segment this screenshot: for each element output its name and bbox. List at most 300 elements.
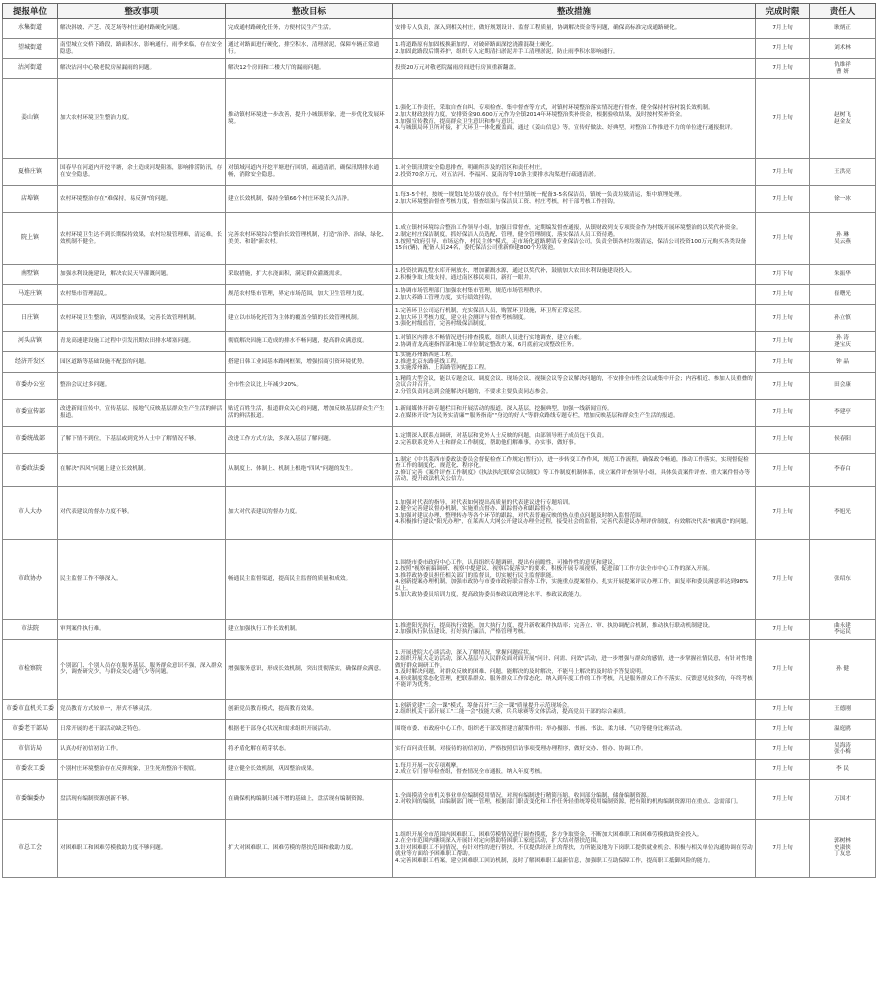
- measures-cell: [393, 453, 756, 486]
- deadline-cell-text: 7月上旬: [772, 844, 793, 851]
- table-row: [3, 285, 876, 305]
- issue-cell-text: 个别部门、个别人员存在服务基层、服务群众意识不强，深入群众少，调查研究少，与群众交心通气少等问题。: [60, 662, 223, 676]
- person-cell: [810, 779, 876, 819]
- goal-cell-text: 建立加强执行工作长效机制。: [228, 625, 301, 632]
- issue-cell: [58, 486, 226, 539]
- issue-cell-text: 对代表建议的督办力度不够。: [60, 509, 133, 516]
- issue-cell: [58, 453, 226, 486]
- issue-cell: [58, 539, 226, 619]
- unit-cell: [3, 759, 58, 779]
- issue-cell: [58, 39, 226, 59]
- person-cell: [810, 213, 876, 265]
- issue-cell-text: 农村环境卫生达不到长期保持效果，农村垃圾管理难，清运难，长效机制不健全。: [60, 231, 223, 245]
- issue-cell: [58, 332, 226, 352]
- unit-cell-text: 南墅镇: [20, 270, 39, 278]
- issue-cell: [58, 79, 226, 159]
- measures-cell-text: 1.推进阳光执行，提高执行效能，加大执行力度，提升新收案件执结率；完善立、审、执协调配合机制，推动执行联动机制建设。 2.加强执行队伍建设，打好执行廉洁，严格管理考核。: [395, 622, 714, 636]
- issue-cell-text: 认真办好初信初访工作。: [60, 745, 122, 752]
- header-person: 责任人: [810, 4, 876, 19]
- goal-cell: [226, 285, 393, 305]
- measures-cell-text: 1.定期深入联系点调研，对基层和党外人士反映的问题，由部领导班子成员包干负责。 2.完善联系党外人士和群众工作制度，帮助他们解难事，办实事，做好事。: [395, 433, 608, 446]
- table-row: [3, 719, 876, 739]
- issue-cell: [58, 59, 226, 79]
- goal-cell: [226, 59, 393, 79]
- issue-cell: [58, 213, 226, 265]
- issue-cell-text: 农村集市管理混乱。: [60, 291, 111, 298]
- unit-cell: [3, 619, 58, 639]
- unit-cell-text: 河头店镇: [17, 337, 42, 345]
- person-cell: [810, 59, 876, 79]
- goal-cell-text: 从制度上、体制上、机制上根绝"四风"问题的发生。: [228, 466, 357, 473]
- unit-cell-text: 市委统战部: [14, 435, 45, 443]
- unit-cell: [3, 453, 58, 486]
- person-cell: [810, 619, 876, 639]
- measures-cell-text: 1.投资扶调乱墅水库开闸放水，增加灌溉水源，通过以奖代补，鼓励加大农田水利设施建设投入。 2.积极争取上级支持，通过南区移民项目，新打一眼井。: [395, 267, 636, 281]
- unit-cell: [3, 739, 58, 759]
- goal-cell: [226, 639, 393, 699]
- unit-cell: [3, 332, 58, 352]
- unit-cell: [3, 285, 58, 305]
- goal-cell: [226, 305, 393, 332]
- table-row: [3, 619, 876, 639]
- deadline-cell: [756, 453, 810, 486]
- goal-cell: [226, 739, 393, 759]
- issue-cell: [58, 699, 226, 719]
- table-row: [3, 399, 876, 426]
- unit-cell-text: 日庄镇: [20, 313, 39, 321]
- deadline-cell-text: 7月上旬: [772, 338, 793, 345]
- measures-cell-text: 1.全面摸清全市机关事业单位编制使用情况，对现有编制进行精简压缩，收回部分编制，储备编制资源。 2.对收回的编制，由编制部门统一管理，根据部门职责变化和工作任务轻重统筹使用编制资源，把有限的机构编制资源用在重点、急需部门。: [395, 792, 742, 806]
- person-cell-text: 孙 涛 逄宝庆: [834, 334, 851, 348]
- unit-cell-text: 市法院: [20, 624, 39, 632]
- header-measures: 整改措施: [393, 4, 756, 19]
- person-cell: [810, 759, 876, 779]
- issue-cell: [58, 19, 226, 39]
- unit-cell-text: 院上镇: [20, 234, 39, 242]
- deadline-cell: [756, 265, 810, 285]
- issue-cell-text: 对困难职工和困难劳模救助力度不够问题。: [60, 844, 167, 851]
- measures-cell-text: 1.每3-5个村，按统一规划1处垃圾存放点，每个村庄镇统一配备3-5名保洁员，镇统一负责垃圾清运，集中填埋处理。 2.加大环境整治督查考核力度，督查结果与保洁员工资、村庄考核，村干部考核工作挂钩。: [395, 192, 686, 205]
- person-cell-text: 王洪亮: [834, 168, 851, 175]
- unit-cell-text: 姜山镇: [20, 114, 39, 122]
- deadline-cell-text: 7月上旬: [772, 745, 793, 752]
- deadline-cell: [756, 352, 810, 373]
- measures-cell-text: 实行首问责任制，对接待的初信初访，严格按照信访事项受理办理程序，做好交办、督办、协调工作。: [395, 745, 647, 752]
- measures-cell: [393, 486, 756, 539]
- unit-cell: [3, 819, 58, 877]
- person-cell-text: 吴海涛 张小梅: [834, 742, 851, 756]
- measures-cell-text: 1.对镇区内排水不畅情况进行排查摸底，组织人员进行实地调查，建立台帐。 2.协调青龙高速指挥部和施工单位制定整改方案，6月底前完成整改任务。: [395, 334, 585, 348]
- unit-cell-text: 市委宣传部: [14, 408, 45, 416]
- measures-cell: [393, 305, 756, 332]
- unit-cell-text: 市委市直机关工委: [5, 704, 54, 712]
- unit-cell: [3, 305, 58, 332]
- goal-cell: [226, 699, 393, 719]
- measures-cell-text: 1.新闻媒体开辟专题栏目和开展活动的报道，深入基层，挖掘典型，加强一线新闻宣传。 2.在媒体开设"为民务实清廉""服务指南""身边的好人"等群众路线专题专栏，增加反映基层和群众生产生活的报道。: [395, 406, 679, 419]
- deadline-cell: [756, 285, 810, 305]
- measures-cell-text: 1.完善环卫公司运行机制，充实保洁人员，购置环卫设施，环卫所正常运营。 2.加大环卫考核力度，建立社会测评与督查考核制度。 3.强化村级监管，完善村级保洁制度。: [395, 308, 585, 328]
- issue-cell: [58, 639, 226, 699]
- deadline-cell: [756, 719, 810, 739]
- goal-cell-text: 改进工作方式方法，多深入基层了解问题。: [228, 436, 335, 443]
- unit-cell-text: 马连庄镇: [17, 290, 42, 298]
- measures-cell: [393, 39, 756, 59]
- person-cell-text: 张绍东: [834, 575, 851, 582]
- table-row: [3, 759, 876, 779]
- goal-cell-text: 规范农村集市管理，界定市场范围，加大卫生管理力度。: [228, 291, 368, 298]
- goal-cell: [226, 719, 393, 739]
- issue-cell-text: 日常开展的老干部活动缺乏特色。: [60, 725, 144, 732]
- person-cell: [810, 539, 876, 619]
- person-cell-text: 钟 晶: [836, 358, 849, 365]
- deadline-cell-text: 7月上旬: [772, 795, 793, 802]
- deadline-cell: [756, 59, 810, 79]
- measures-cell-text: 1.协调市场管理部门加强农村集市管理，规范市场管理秩序。 2.加大养路工管理力度，实行绩效挂钩。: [395, 287, 546, 301]
- table-row: [3, 79, 876, 159]
- unit-cell: [3, 39, 58, 59]
- measures-cell: [393, 779, 756, 819]
- unit-cell: [3, 19, 58, 39]
- deadline-cell: [756, 819, 810, 877]
- table-row: [3, 332, 876, 352]
- table-row: [3, 639, 876, 699]
- goal-cell-text: 贴近百姓生活，报道群众关心的问题，增加反映基层群众生产生活的鲜活报道。: [228, 406, 385, 419]
- person-cell-text: 李旭光: [834, 509, 851, 516]
- issue-cell-text: 国春早在河道内开挖平塘，余土造成河堤阻塞，影响排涝防汛，存在安全隐患。: [60, 165, 223, 178]
- goal-cell-text: 创新党员教育模式，提高教育效果。: [228, 705, 318, 712]
- table-row: [3, 819, 876, 877]
- goal-cell-text: 建立健全长效机制，巩固整治成果。: [228, 765, 318, 772]
- measures-cell: [393, 819, 756, 877]
- issue-cell-text: 南望城立交桥下路段，路面积水，影响通行，雨季来临，存在安全隐患。: [60, 41, 223, 55]
- unit-cell-text: 市委政法委: [14, 465, 45, 473]
- issue-cell-text: 解决斜坡、产芝、茂芝场等村庄通村路硬化问题。: [60, 25, 184, 32]
- measures-cell-text: 1.对全镇汛期安全隐患排查，明确所涉及的管区和责任村庄。 2.投资70余万元，对五沽河、李福河、夏南沟等10条主要排水沟渠进行疏通清淤。: [395, 165, 600, 178]
- deadline-cell-text: 7月上旬: [772, 409, 793, 416]
- unit-cell: [3, 399, 58, 426]
- person-cell-text: 万国才: [834, 795, 851, 802]
- issue-cell-text: 农村环境卫生整治，巩固整治成果，完善长效管理机制。: [60, 314, 200, 321]
- table-row: [3, 186, 876, 213]
- measures-cell-text: 1.精简大型会议，能以专题会议、调度会议、现场会议、视频会议等会议解决问题的，不安排全市性会议或集中开会；内容相近、参加人员重叠的会议合并召开。 2.分管负责同志到会能解决问题的，不要求主要负责同志参会。: [395, 375, 753, 395]
- person-cell-text: 仇维祥 曹 妍: [834, 61, 851, 75]
- person-cell-text: 徐一冰: [834, 195, 851, 202]
- deadline-cell-text: 7月上旬: [772, 509, 793, 516]
- person-cell: [810, 39, 876, 59]
- person-cell: [810, 739, 876, 759]
- measures-cell: [393, 426, 756, 453]
- issue-cell-text: 在解决"四风"问题上建立长效机制。: [60, 466, 150, 473]
- table-row: [3, 699, 876, 719]
- deadline-cell-text: 7月上旬: [772, 765, 793, 772]
- measures-cell: [393, 59, 756, 79]
- person-cell-text: 田会康: [834, 382, 851, 389]
- header-unit: 提报单位: [3, 4, 58, 19]
- issue-cell: [58, 186, 226, 213]
- issue-cell: [58, 426, 226, 453]
- deadline-cell-text: 7月上旬: [772, 168, 793, 175]
- person-cell-text: 李 民: [836, 765, 849, 772]
- table-row: [3, 265, 876, 285]
- person-cell: [810, 285, 876, 305]
- deadline-cell-text: 7月上旬: [772, 45, 793, 52]
- measures-cell: [393, 759, 756, 779]
- person-cell-text: 朱振华: [834, 271, 851, 278]
- table-row: [3, 372, 876, 399]
- goal-cell: [226, 352, 393, 373]
- measures-cell: [393, 739, 756, 759]
- goal-cell: [226, 779, 393, 819]
- measures-cell-text: 安排专人负责，深入到相关村庄，做好规划设计、监督工程质量，协调解决资金等问题，确保高标准完成通路硬化。: [395, 25, 681, 32]
- goal-cell: [226, 39, 393, 59]
- goal-cell-text: 将矛盾化解在萌芽状态。: [228, 745, 290, 752]
- measures-cell: [393, 213, 756, 265]
- table-row: [3, 539, 876, 619]
- goal-cell-text: 在确保机构编制只减不增的基础上，盘活现有编制资源。: [228, 795, 368, 802]
- table-row: [3, 426, 876, 453]
- person-cell: [810, 265, 876, 285]
- deadline-cell: [756, 186, 810, 213]
- deadline-cell-text: 7月上旬: [772, 625, 793, 632]
- table-row: [3, 39, 876, 59]
- issue-cell-text: 盘活现有编制资源创新不够。: [60, 795, 133, 802]
- goal-cell: [226, 19, 393, 39]
- deadline-cell-text: 7月上旬: [772, 65, 793, 72]
- unit-cell: [3, 779, 58, 819]
- header-deadline: 完成时限: [756, 4, 810, 19]
- measures-cell: [393, 265, 756, 285]
- goal-cell: [226, 372, 393, 399]
- deadline-cell-text: 7月上旬: [772, 291, 793, 298]
- unit-cell-text: 水集街道: [17, 24, 42, 32]
- measures-cell-text: 1.制定《中共莱西市委政法委员会督促检查工作规定(暂行)》，进一步转变工作作风，规范工作流程，确保政令畅通，推动工作落实，实现督促检查工作的制度化、规范化、程序化。 2.修订完善《案件评查工作制度》《执法执纪联席会议制度》等工作制度机制体系，成立案件评查领导小组，具体负责案件评查、重大案件督办等活动，提升政法机关公信力。: [395, 456, 750, 483]
- unit-cell-text: 市检察院: [17, 664, 42, 672]
- table-row: [3, 305, 876, 332]
- goal-cell-text: 加大对代表建议的督办力度。: [228, 509, 301, 516]
- deadline-cell: [756, 426, 810, 453]
- person-cell-text: 曲永建 李运民: [834, 622, 851, 636]
- person-cell: [810, 372, 876, 399]
- table-row: [3, 739, 876, 759]
- unit-cell-text: 沽河街道: [17, 64, 42, 72]
- deadline-cell: [756, 372, 810, 399]
- goal-cell: [226, 79, 393, 159]
- person-cell-text: 李建亭: [834, 409, 851, 416]
- deadline-cell: [756, 399, 810, 426]
- header-goal: 整改目标: [226, 4, 393, 19]
- goal-cell: [226, 213, 393, 265]
- measures-cell: [393, 186, 756, 213]
- deadline-cell-text: 7月上旬: [772, 705, 793, 712]
- rectification-table: [2, 3, 876, 878]
- unit-cell-text: 市委办公室: [14, 381, 45, 389]
- issue-cell-text: 加强水利设施建设，解决农民天旱灌溉问题。: [60, 271, 172, 278]
- measures-cell-text: 1.加强对代表的指导，对代表如何提出高质量的代表建议进行专题培训。 2.健全完善建议督办机制，实施重点督办、跟踪督办和跟踪督办。 3.加强对建议办理、整理转办等各个环节的跟踪，对代表普遍反映的热点重点问题及时纳入监督范围。 4.积极推行建议"阳光办理"，在莱西人大网公开建议办理全过程，接受社会的监督，完善代表建议办理评价制度，有效解决代表"被满意"的问题。: [395, 499, 752, 526]
- deadline-cell-text: 7月上旬: [772, 665, 793, 672]
- person-cell-text: 王德刚: [834, 705, 851, 712]
- goal-cell: [226, 619, 393, 639]
- person-cell-text: 刘术林: [834, 45, 851, 52]
- unit-cell: [3, 352, 58, 373]
- deadline-cell: [756, 759, 810, 779]
- table-row: [3, 453, 876, 486]
- measures-cell-text: 1.组织开展全市范围内困难职工、困难劳模情况进行调查摸底，多方争取资金，不断加大困难职工和困难劳模救助资金投入。 2.在全市范围内继续深入开展针对定向帮助特困职工家庭活动，扩大结对帮扶范围。 3.针对困难职工不同情况，有针对性的进行帮扶，不仅提供经济上的帮扶，力所能及地为下岗职工提供就业机会、积极与相关单位沟通协调在劳动就业等方面给予困难职工帮助。 4.完善困难职工档案，建立困难职工回访机制，及时了解困难职工最新信息，加强职工互助保障工作，提高职工抵御风险的能力。: [395, 831, 753, 864]
- header-row: [3, 4, 876, 19]
- goal-cell: [226, 186, 393, 213]
- table-row: [3, 159, 876, 186]
- goal-cell-text: 对镇域河道内开挖平塘进行回填，疏通清淤，确保汛期排水通畅，消除安全隐患。: [228, 165, 380, 178]
- person-cell: [810, 486, 876, 539]
- deadline-cell-text: 7月上旬: [772, 575, 793, 582]
- deadline-cell-text: 7月上旬: [772, 358, 793, 365]
- deadline-cell-text: 7月上旬: [772, 235, 793, 242]
- issue-cell: [58, 159, 226, 186]
- goal-cell-text: 建立长效机制，保持全镇66个村庄环境长久洁净。: [228, 195, 353, 202]
- measures-cell: [393, 399, 756, 426]
- unit-cell-text: 经济开发区: [14, 357, 45, 365]
- measures-cell: [393, 352, 756, 373]
- person-cell: [810, 399, 876, 426]
- unit-cell-text: 市人大办: [17, 508, 42, 516]
- deadline-cell-text: 7月上旬: [772, 195, 793, 202]
- measures-cell: [393, 79, 756, 159]
- unit-cell: [3, 59, 58, 79]
- deadline-cell-text: 7月上旬: [772, 436, 793, 443]
- unit-cell-text: 市委老干部局: [11, 724, 48, 732]
- measures-cell-text: 1.每月开展一次专项观摩。 2.成立专门督导检查组，督查情况全市通报，纳入年度考核。: [395, 762, 546, 776]
- goal-cell-text: 建立以市场化托管为主体的覆盖全镇的长效管理机制。: [228, 314, 363, 321]
- issue-cell-text: 整治会议过多问题。: [60, 382, 111, 389]
- unit-cell-text: 店埠镇: [20, 194, 39, 202]
- issue-cell-text: 个别村庄环境整治存在反弹现象，卫生死角整治不彻底。: [60, 765, 200, 772]
- unit-cell-text: 市委农工委: [14, 764, 45, 772]
- unit-cell: [3, 699, 58, 719]
- table-row: [3, 19, 876, 39]
- measures-cell: [393, 639, 756, 699]
- person-cell: [810, 305, 876, 332]
- issue-cell-text: 改进新闻宣传中，宣传基层、接地气反映基层群众生产生活的鲜活报道。: [60, 406, 223, 419]
- goal-cell: [226, 159, 393, 186]
- issue-cell: [58, 619, 226, 639]
- person-cell: [810, 186, 876, 213]
- table-row: [3, 213, 876, 265]
- unit-cell-text: 市委编委办: [14, 794, 45, 802]
- deadline-cell: [756, 159, 810, 186]
- person-cell: [810, 352, 876, 373]
- issue-cell: [58, 759, 226, 779]
- deadline-cell-text: 7月上旬: [772, 725, 793, 732]
- deadline-cell: [756, 539, 810, 619]
- goal-cell: [226, 399, 393, 426]
- deadline-cell: [756, 779, 810, 819]
- measures-cell-text: 1.创新党建"二会一课"模式，筹备召开"三会一课"质量提升示范现场会。 2.组织机关干部开展工"二能一会"技能大赛，兵兵球赛等文体活动，提高党员干部的综合素质。: [395, 702, 630, 716]
- issue-cell-text: 解决沽河中心敬老院房屋漏雨的问题。: [60, 65, 156, 72]
- goal-cell-text: 彻底解决因施工造成的排水不畅问题，提高群众满意度。: [228, 338, 368, 345]
- person-cell-text: 崔曙光: [834, 291, 851, 298]
- measures-cell: [393, 372, 756, 399]
- person-cell-text: 孙 琳 吴云燕: [834, 231, 851, 245]
- measures-cell: [393, 19, 756, 39]
- goal-cell-text: 根据老干部身心状况和需求组织开展活动。: [228, 725, 335, 732]
- unit-cell: [3, 539, 58, 619]
- goal-cell: [226, 426, 393, 453]
- issue-cell: [58, 399, 226, 426]
- unit-cell-text: 市信访局: [17, 744, 42, 752]
- goal-cell-text: 增强服务意识，形成长效机制，突出贯彻落实，确保群众满意。: [228, 665, 385, 672]
- goal-cell-text: 解决12个房间和二楼大厅的漏雨问题。: [228, 65, 325, 72]
- table-row: [3, 779, 876, 819]
- person-cell-text: 孙立慎: [834, 314, 851, 321]
- measures-cell-text: 围绕市委、市政府中心工作，组织老干部发挥建言献策作用；举办摄影、书画、书法、柔力球、气功等健身比赛活动。: [395, 725, 686, 732]
- deadline-cell: [756, 486, 810, 539]
- issue-cell-text: 加大农村环境卫生整治力度。: [60, 115, 133, 122]
- goal-cell: [226, 819, 393, 877]
- person-cell-text: 赵树飞 赵金友: [834, 111, 851, 125]
- issue-cell: [58, 265, 226, 285]
- measures-cell: [393, 719, 756, 739]
- unit-cell: [3, 79, 58, 159]
- unit-cell: [3, 639, 58, 699]
- table-row: [3, 352, 876, 373]
- person-cell: [810, 639, 876, 699]
- person-cell: [810, 79, 876, 159]
- issue-cell-text: 党员教育方式较单一，形式不够灵活。: [60, 705, 156, 712]
- measures-cell: [393, 159, 756, 186]
- person-cell-text: 郭树林 史淑侠 丁友忠: [834, 838, 851, 858]
- issue-cell: [58, 352, 226, 373]
- goal-cell: [226, 486, 393, 539]
- unit-cell-text: 夏格庄镇: [17, 167, 42, 175]
- deadline-cell-text: 7月上旬: [772, 466, 793, 473]
- person-cell: [810, 19, 876, 39]
- person-cell-text: 侯春阳: [834, 436, 851, 443]
- issue-cell: [58, 285, 226, 305]
- deadline-cell-text: 7月上旬: [772, 314, 793, 321]
- measures-cell-text: 投资20万元对敬老院漏雨房间进行房顶重新翻盖。: [395, 65, 520, 72]
- deadline-cell: [756, 39, 810, 59]
- unit-cell: [3, 719, 58, 739]
- unit-cell: [3, 486, 58, 539]
- issue-cell-text: 青龙高速建设施工过程中引发汛期农田排水堵塞问题。: [60, 338, 195, 345]
- person-cell: [810, 159, 876, 186]
- deadline-cell: [756, 305, 810, 332]
- issue-cell: [58, 779, 226, 819]
- person-cell-text: 温庭鸥: [834, 725, 851, 732]
- goal-cell-text: 推动镇村环境进一步改善，提升小城镇形象，进一步优化发展环境。: [228, 111, 385, 125]
- goal-cell: [226, 453, 393, 486]
- goal-cell-text: 扩大对困难职工、困难劳模的帮扶范围和救助力度。: [228, 844, 357, 851]
- goal-cell-text: 完善农村环境综合整治长效管理机制，打造"治净、治绿，绿化、美美、和谐"新农村。: [228, 231, 388, 245]
- measures-cell: [393, 285, 756, 305]
- unit-cell: [3, 159, 58, 186]
- deadline-cell-text: 7月上旬: [772, 382, 793, 389]
- measures-cell-text: 1.实施苏州路西延工程。 2.推进北京东路延线工程。 3.实施常州路、上海路管网配套工程。: [395, 352, 490, 372]
- deadline-cell-text: 7月下旬: [772, 271, 793, 278]
- measures-cell-text: 1.开展进院大心谈活动，深入了解情况，掌握问题症状。 2.组织开展大走访活动，深入基层与人民群众面对面开展"问计、问需、问效"活动，进一步增强与群众的感情，进一步掌握社情民意，有针对性地做好群众调研工作。 3.及时解决问题，对群众反映的困难、问题，能解决的及时解决，不能马上解决的及时给予答复说明。 4.形成制度常态化管理，把联系群众、服务群众工作常态化、纳入到年度工作的工作考核，凡是服务群众工作不落实、反馈意见较多的，年终考核不能评为优秀。: [395, 649, 753, 689]
- goal-cell: [226, 539, 393, 619]
- issue-cell-text: 园区道路等基础设施不配套的问题。: [60, 358, 150, 365]
- person-cell-text: 孙 健: [836, 665, 849, 672]
- issue-cell-text: 了解下情不到位，下基层或到党外人士中了解情况不够。: [60, 436, 200, 443]
- unit-cell: [3, 372, 58, 399]
- measures-cell: [393, 619, 756, 639]
- issue-cell: [58, 819, 226, 877]
- issue-cell: [58, 739, 226, 759]
- issue-cell-text: 民主监督工作不够深入。: [60, 575, 122, 582]
- goal-cell: [226, 332, 393, 352]
- measures-cell: [393, 699, 756, 719]
- goal-cell-text: 完成通村路硬化任务，方便村民生产生活。: [228, 25, 335, 32]
